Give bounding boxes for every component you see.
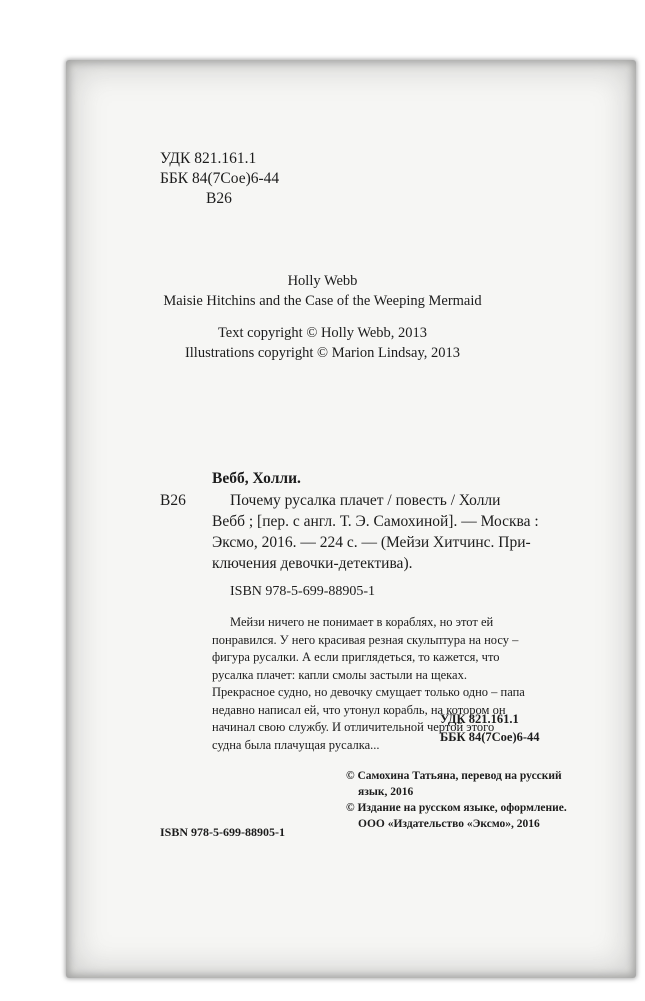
original-author: Holly Webb <box>287 273 358 289</box>
original-title: Maisie Hitchins and the Case of the Weeping Mermaid <box>163 293 482 309</box>
bbk-code: ББК 84(7Сое)6-44 <box>160 170 280 187</box>
annotation-line-8: судна была плачущая русалка... <box>212 737 380 752</box>
catalog-line-4: ключения девочки-детектива). <box>212 555 413 572</box>
illustrations-copyright: Illustrations copyright © Marion Lindsay, 2013 <box>184 345 461 361</box>
annotation-line-3: фигура русалки. А если приглядеться, то кажется, что <box>212 650 500 664</box>
footer-bbk: ББК 84(7Сое)6-44 <box>440 730 540 744</box>
annotation-line-6: недавно написал ей, что утонул корабль, на котором он <box>212 702 506 717</box>
footer-udk: УДК 821.161.1 <box>440 712 519 726</box>
annotation-line-4: русалка плачет: капли смолы застыли на щеках. <box>212 667 467 682</box>
catalog-line-3: Эксмо, 2016. — 224 с. — (Мейзи Хитчинс. При- <box>212 534 531 551</box>
edition-copyright-1: © Издание на русском языке, оформление. <box>346 802 567 814</box>
bottom-isbn: ISBN 978-5-699-88905-1 <box>160 825 285 839</box>
author-mark: В26 <box>206 190 232 207</box>
translation-copyright-1: © Самохина Татьяна, перевод на русский <box>346 770 562 782</box>
annotation-line-1: Мейзи ничего не понимает в кораблях, но этот ей <box>230 615 494 629</box>
translation-copyright-2: язык, 2016 <box>358 786 414 798</box>
text-copyright: Text copyright © Holly Webb, 2013 <box>217 325 428 341</box>
catalog-isbn: ISBN 978-5-699-88905-1 <box>230 584 376 599</box>
annotation-line-5: Прекрасное судно, но девочку смущает только одно – папа <box>212 685 525 699</box>
annotation-line-7: начинал свою службу. И отличительной чертой этого <box>212 720 495 734</box>
annotation-line-2: понравился. У него красивая резная скульптура на носу – <box>212 632 519 647</box>
edition-copyright-2: ООО «Издательство «Эксмо», 2016 <box>358 818 540 830</box>
catalog-line-1: Почему русалка плачет / повесть / Холли <box>230 492 501 509</box>
catalog-heading: Вебб, Холли. <box>212 470 301 487</box>
catalog-line-2: Вебб ; [пер. с англ. Т. Э. Самохиной]. — Москва : <box>212 513 539 530</box>
udk-code: УДК 821.161.1 <box>160 150 257 167</box>
catalog-mark: В26 <box>160 492 186 509</box>
